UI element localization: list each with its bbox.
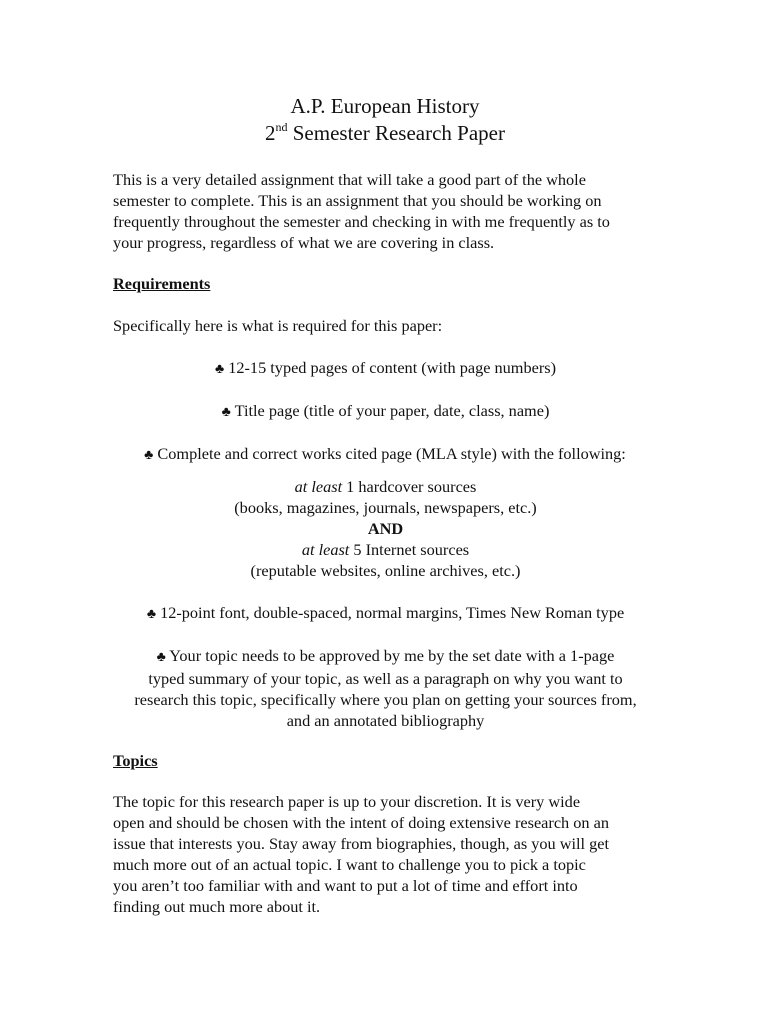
topics-line: you aren’t too familiar with and want to put a lot of time and effort into (113, 876, 578, 895)
intro-paragraph (113, 169, 658, 253)
topics-heading: Topics (113, 751, 158, 770)
requirement-bullet (113, 602, 658, 625)
requirements-intro: Specifically here is what is required for this paper: (113, 316, 443, 335)
internet-text: 5 Internet sources (349, 540, 470, 559)
requirement-text: 12-15 typed pages of content (with page numbers) (224, 358, 557, 377)
hardcover-text: 1 hardcover sources (342, 477, 477, 496)
topic-approval-bullet (108, 645, 663, 731)
requirement-bullet (105, 443, 665, 466)
topic-approval-line: and an annotated bibliography (286, 711, 485, 730)
title-line-2-rest: Semester Research Paper (287, 121, 505, 145)
topics-line: much more out of an actual topic. I want to challenge you to pick a topic (113, 855, 586, 874)
title-line-1: A.P. European History (290, 94, 480, 118)
requirement-text: Complete and correct works cited page (MLA style) with the following: (153, 444, 626, 463)
requirement-text: Title page (title of your paper, date, class, name) (230, 401, 550, 420)
intro-line: This is a very detailed assignment that will take a good part of the whole (113, 170, 586, 189)
topics-line: open and should be chosen with the intent of doing extensive research on an (113, 813, 609, 832)
internet-line (113, 539, 658, 560)
topics-line: The topic for this research paper is up to your discretion. It is very wide (113, 792, 581, 811)
intro-line: your progress, regardless of what we are covering in class. (113, 233, 495, 252)
club-bullet-icon: ♣ (221, 405, 231, 420)
topic-approval-line: research this topic, specifically where you plan on getting your sources from, (134, 690, 637, 709)
requirement-bullet (113, 357, 658, 380)
document-title (0, 93, 770, 147)
requirements-heading: Requirements (113, 274, 211, 293)
requirement-bullet (113, 400, 658, 423)
club-bullet-icon: ♣ (214, 362, 225, 377)
intro-line: semester to complete. This is an assignment that you should be working on (113, 191, 602, 210)
hardcover-examples: (books, magazines, journals, newspapers, etc.) (234, 498, 537, 517)
club-bullet-icon: ♣ (144, 448, 154, 463)
club-bullet-icon: ♣ (146, 607, 156, 622)
topics-paragraph (113, 791, 658, 917)
sources-list (113, 476, 658, 581)
topic-approval-line (108, 645, 663, 668)
requirement-text: 12-point font, double-spaced, normal margins, Times New Roman type (156, 603, 625, 622)
and-label: AND (367, 519, 404, 538)
topics-line: issue that interests you. Stay away from biographies, though, as you will get (113, 834, 610, 853)
ordinal-number: 2 (265, 121, 276, 145)
hardcover-line (113, 476, 658, 497)
title-line-2 (0, 120, 770, 147)
intro-line: frequently throughout the semester and checking in with me frequently as to (113, 212, 610, 231)
internet-examples: (reputable websites, online archives, etc.) (250, 561, 521, 580)
ordinal-suffix: nd (275, 120, 288, 134)
topic-approval-line: typed summary of your topic, as well as a paragraph on why you want to (148, 669, 623, 688)
club-bullet-icon: ♣ (156, 650, 166, 665)
at-least-emphasis: at least (294, 477, 343, 496)
at-least-emphasis: at least (301, 540, 350, 559)
topic-approval-text: Your topic needs to be approved by me by the set date with a 1-page (165, 646, 615, 665)
topics-line: finding out much more about it. (113, 897, 321, 916)
